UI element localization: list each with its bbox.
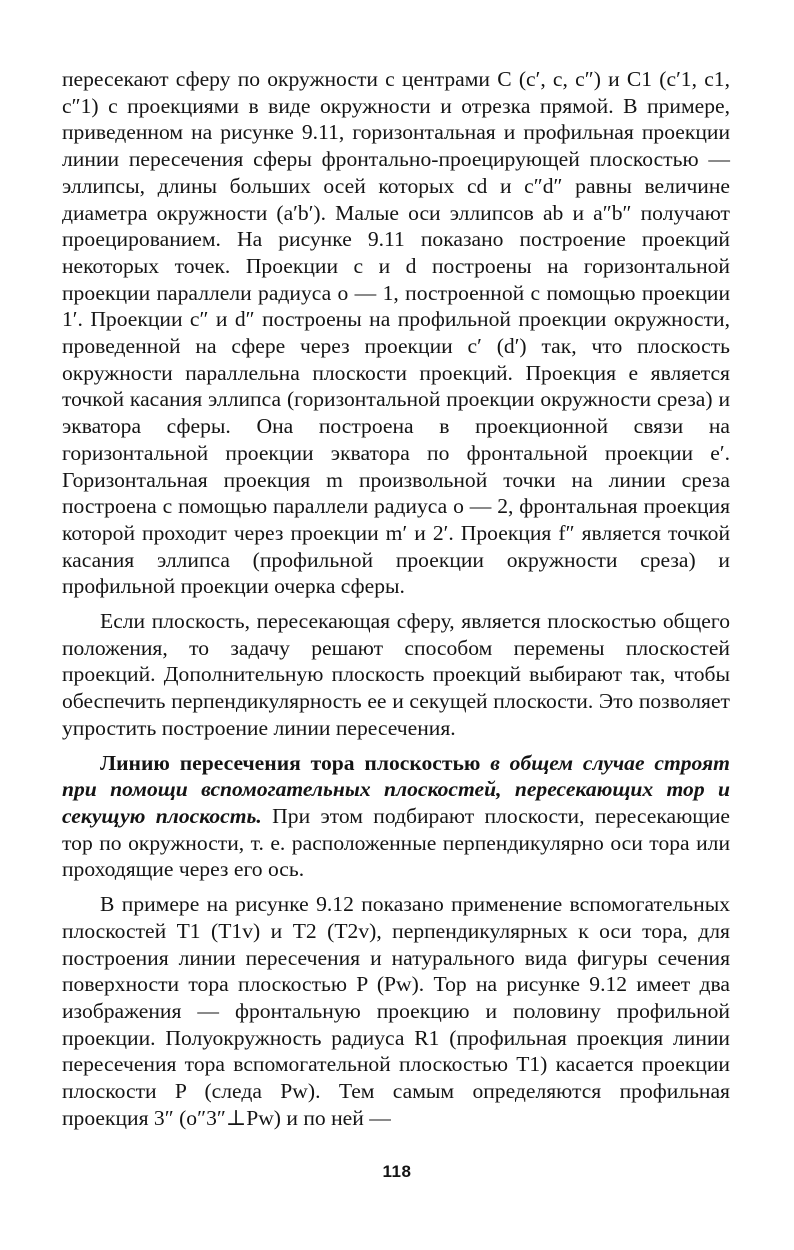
paragraph-2: Если плоскость, пересекающая сферу, является плоскостью общего положения, то задачу решают способом перемены плоскостей проекций. Дополнительную плоскость проекций выбирают так, чтобы обеспечить перпендикулярность ее и секущей плоскости. Это позволяет упростить построение линии пересечения. xyxy=(62,609,730,740)
paragraph-3-bold-lead: Линию пересечения тора плоскостью xyxy=(100,750,481,775)
paragraph-3-body: При этом подбирают плоскости, пересекающие тор по окружности, т. е. расположенные перпендикулярно оси тора или проходящие через его ось. xyxy=(62,803,730,882)
paragraph-3-italic-lead: в общем случае строят при помощи вспомогательных плоскостей, пересекающих тор и секущую плоскость. xyxy=(62,750,730,828)
paragraph-3 xyxy=(62,750,730,884)
page-text xyxy=(62,66,730,1131)
paragraph-1: пересекают сферу по окружности с центрами C (c′, c, c″) и C1 (c′1, c1, c″1) с проекциями в виде окружности и отрезка прямой. В примере, приведенном на рисунке 9.11, горизонтальная и профильная проекции линии пересечения сферы фронтально-проецирующей плоскостью — эллипсы, длины больших осей которых cd и c″d″ равны величине диаметра окружности (a′b′). Малые оси эллипсов ab и a″b″ получают проецированием. На рисунке 9.11 показано построение проекций некоторых точек. Проекции c и d построены на горизонтальной проекции параллели радиуса o — 1, построенной с помощью проекции 1′. Проекции c″ и d″ построены на профильной проекции окружности, проведенной на сфере через проекции c′ (d′) так, что плоскость окружности параллельна плоскости проекций. Проекция e является точкой касания эллипса (горизонтальной проекции окружности среза) и экватора сферы. Она построена в проекционной связи на горизонтальной проекции экватора по фронтальной проекции e′. Горизонтальная проекция m произвольной точки на линии среза построена с помощью параллели радиуса o — 2, фронтальная проекция которой проходит через проекции m′ и 2′. Проекция f″ является точкой касания эллипса (профильной проекции окружности среза) и профильной проекции очерка сферы. xyxy=(62,67,730,599)
page-number: 118 xyxy=(382,1162,412,1181)
paragraph-4: В примере на рисунке 9.12 показано применение вспомогательных плоскостей T1 (T1v) и T2 (T2v), перпендикулярных к оси тора, для построения линии пересечения и натурального вида фигуры сечения поверхности тора плоскостью P (Pw). Тор на рисунке 9.12 имеет два изображения — фронтальную проекцию и половину профильной проекции. Полуокружность радиуса R1 (профильная проекция линии пересечения тора вспомогательной плоскостью T1) касается проекции плоскости P (следа Pw). Тем самым определяются профильная проекция 3″ (o″3″⊥Pw) и по ней — xyxy=(62,892,730,1130)
